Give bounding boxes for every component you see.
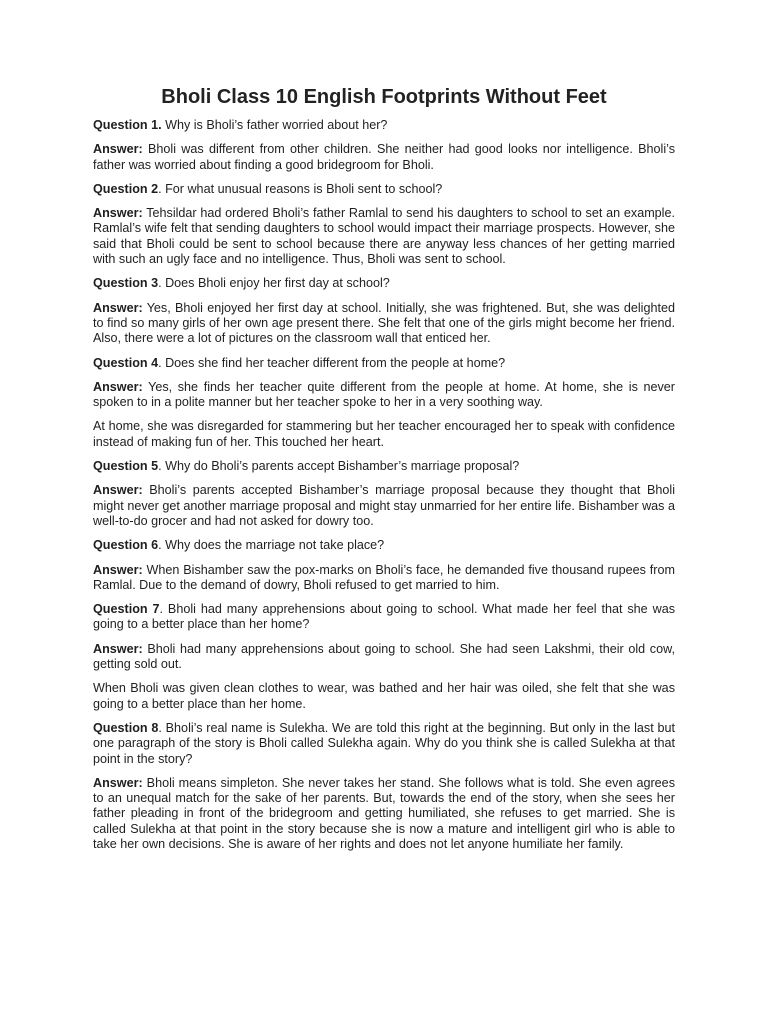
- question-1: [93, 118, 675, 133]
- question-text: . Bholi’s real name is Sulekha. We are told this right at the beginning. But only in the last but one paragraph of the story is Bholi called Sulekha again. Why do you think she is called Sulekha at that point in the story?: [93, 720, 676, 766]
- question-label: Question 6: [93, 538, 159, 553]
- question-text: . Bholi had many apprehensions about going to school. What made her feel that she was going to a better place than her home?: [93, 602, 676, 632]
- question-text: . Why does the marriage not take place?: [158, 538, 385, 553]
- answer-label: Answer:: [93, 641, 143, 656]
- question-5: [93, 459, 675, 474]
- answer-text: Tehsildar had ordered Bholi’s father Ramlal to send his daughters to school to set an example. Ramlal’s wife felt that sending daughters to school would impact their marriage prospects. However, she said that Bholi could be sent to school because there are anyway less chances of her getting married with such an ugly face and no intelligence. Thus, Bholi was sent to school.: [93, 206, 675, 267]
- answer-7-continued: [93, 681, 675, 712]
- answer-label: Answer:: [93, 379, 143, 394]
- question-label: Question 3: [93, 276, 159, 291]
- answer-text: When Bishamber saw the pox-marks on Bholi’s face, he demanded five thousand rupees from Ramlal. Due to the demand of dowry, Bholi refused to get married to him.: [93, 562, 675, 592]
- question-7: [93, 602, 675, 633]
- question-6: [93, 538, 675, 553]
- answer-2: [93, 206, 675, 267]
- answer-text: When Bholi was given clean clothes to wear, was bathed and her hair was oiled, she felt that she was going to a better place than her home.: [93, 681, 675, 711]
- answer-label: Answer:: [93, 775, 143, 790]
- answer-text: Bholi had many apprehensions about going to school. She had seen Lakshmi, their old cow, getting sold out.: [93, 641, 675, 672]
- question-label: Question 5: [93, 459, 159, 474]
- answer-text: Bholi’s parents accepted Bishamber’s marriage proposal because they thought that Bholi might never get another marriage proposal and might stay unmarried for her entire life. Bishamber was a well-to-do grocer and had not asked for dowry too.: [93, 483, 675, 528]
- question-label: Question 4: [93, 355, 159, 370]
- question-label: Question 8: [93, 720, 159, 735]
- answer-text: Bholi was different from other children. She neither had good looks nor intelligence. Bholi’s father was worried about finding a good bridegroom for Bholi.: [93, 142, 675, 172]
- question-text: . Does Bholi enjoy her first day at school?: [158, 276, 390, 291]
- question-text: . Why do Bholi’s parents accept Bishamber’s marriage proposal?: [158, 459, 520, 474]
- answer-text: Yes, Bholi enjoyed her first day at school. Initially, she was frightened. But, she was delighted to find so many girls of her own age present there. She felt that one of the girls might become her friend. Also, there were a lot of pictures on the classroom wall that enticed her.: [93, 300, 675, 346]
- answer-text: Bholi means simpleton. She never takes her stand. She follows what is told. She even agrees to an unequal match for the sake of her parents. But, towards the end of the story, when she sees her father pleading in front of the bridegroom and getting humiliated, she refuses to get married. She is called Sulekha at that point in the story because she is now a mature and intelligent girl who is able to take her own decisions. She is aware of her rights and does not let anyone humiliate her family.: [93, 775, 675, 851]
- answer-4: [93, 380, 675, 411]
- question-2: [93, 182, 675, 197]
- answer-label: Answer:: [93, 562, 143, 577]
- question-4: [93, 356, 675, 371]
- answer-label: Answer:: [93, 483, 143, 498]
- question-3: [93, 276, 675, 291]
- question-label: Question 2: [93, 181, 159, 196]
- answer-label: Answer:: [93, 300, 143, 315]
- answer-label: Answer:: [93, 142, 143, 157]
- question-text: . For what unusual reasons is Bholi sent to school?: [158, 181, 443, 196]
- question-label: Question 7: [93, 602, 160, 617]
- answer-3: [93, 301, 675, 347]
- answer-4-continued: [93, 419, 675, 450]
- page-title: Bholi Class 10 English Footprints Without Feet: [161, 86, 607, 108]
- answer-text: Yes, she finds her teacher quite different from the people at home. At home, she is never spoken to in a polite manner but her teacher spoke to her in a very soothing way.: [93, 379, 675, 410]
- question-text: . Does she find her teacher different from the people at home?: [158, 355, 506, 370]
- answer-6: [93, 563, 675, 594]
- question-text: Why is Bholi’s father worried about her?: [161, 118, 388, 132]
- answer-label: Answer:: [93, 206, 143, 221]
- answer-5: [93, 483, 675, 529]
- question-label: Question 1.: [93, 118, 162, 132]
- answer-7: [93, 642, 675, 673]
- answer-1: [93, 142, 675, 173]
- question-8: [93, 721, 675, 767]
- answer-text: At home, she was disregarded for stammering but her teacher encouraged her to speak with confidence instead of making fun of her. This touched her heart.: [93, 419, 675, 449]
- answer-8: [93, 776, 675, 852]
